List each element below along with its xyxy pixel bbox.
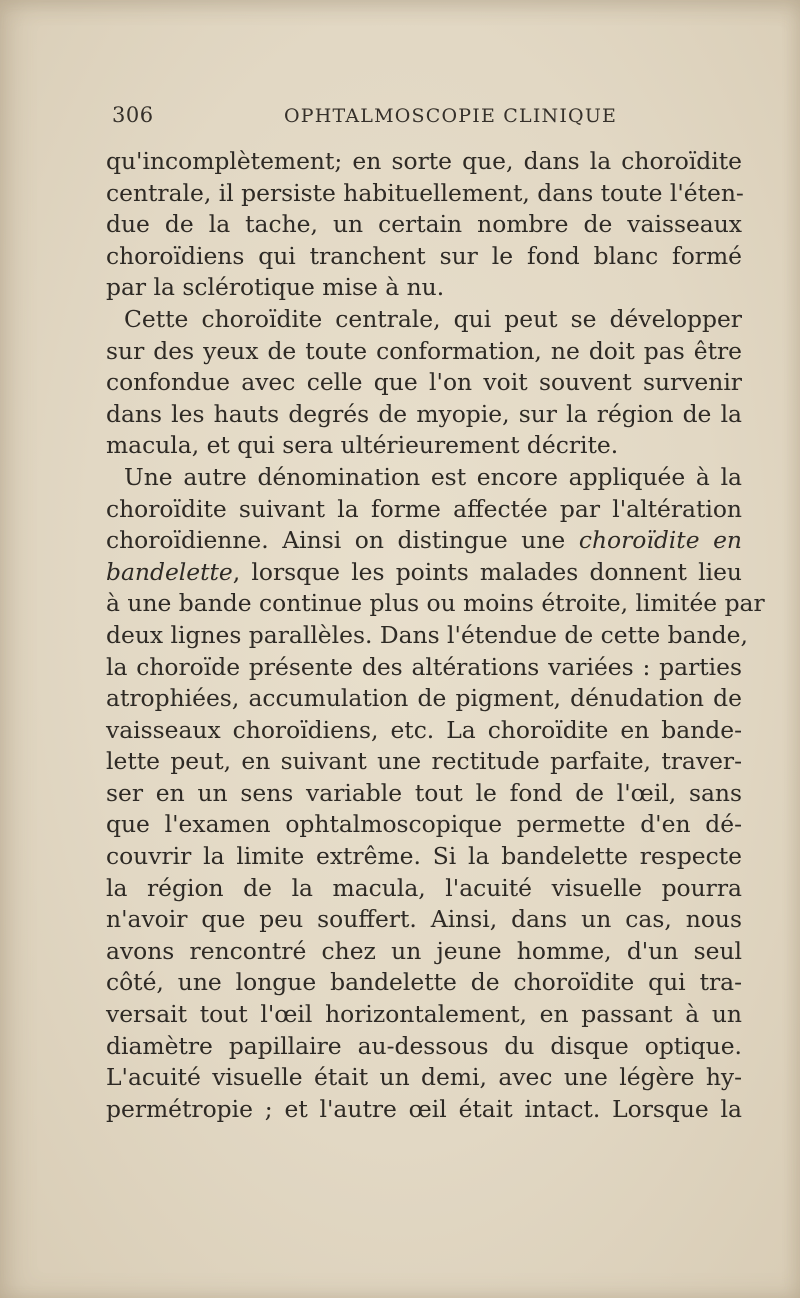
text-line: côté, une longue bandelette de choroïdite qui tra- bbox=[106, 968, 742, 997]
text-line: centrale, il persiste habituellement, dans toute l'éten- bbox=[106, 178, 744, 207]
running-title: OPHTALMOSCOPIE CLINIQUE bbox=[284, 105, 618, 127]
text-line: lette peut, en suivant une rectitude parfaite, traver- bbox=[106, 747, 742, 776]
italic-term: choroïdite en bbox=[578, 526, 743, 555]
text-line: confondue avec celle que l'on voit souvent survenir bbox=[106, 368, 742, 397]
text-line: couvrir la limite extrême. Si la bandelette respecte bbox=[106, 842, 742, 871]
text-line: Une autre dénomination est encore appliquée à la bbox=[124, 462, 742, 491]
text-line: L'acuité visuelle était un demi, avec une légère hy- bbox=[106, 1063, 742, 1092]
text-line: sur des yeux de toute conformation, ne doit pas être bbox=[106, 336, 742, 365]
text-line: choroïdiens qui tranchent sur le fond blanc formé bbox=[106, 241, 742, 270]
text-line: deux lignes parallèles. Dans l'étendue de cette bande, bbox=[106, 620, 748, 649]
text-segment: , lorsque les points malades donnent lieu bbox=[232, 557, 742, 586]
text-line: avons rencontré chez un jeune homme, d'un seul bbox=[106, 936, 742, 965]
text-line: macula, et qui sera ultérieurement décrite. bbox=[106, 431, 619, 460]
text-line: à une bande continue plus ou moins étroite, limitée par bbox=[106, 589, 765, 618]
text-line: choroïdite suivant la forme affectée par l'altération bbox=[106, 494, 742, 523]
text-line: n'avoir que peu souffert. Ainsi, dans un cas, nous bbox=[106, 905, 742, 934]
text-segment: choroïdienne. Ainsi on distingue une bbox=[106, 526, 579, 555]
text-line: diamètre papillaire au-dessous du disque optique. bbox=[106, 1031, 742, 1060]
text-line: ser en un sens variable tout le fond de l'œil, sans bbox=[106, 778, 742, 807]
text-line: atrophiées, accumulation de pigment, dénudation de bbox=[106, 684, 742, 713]
page-header bbox=[112, 103, 742, 139]
text-line: Cette choroïdite centrale, qui peut se développer bbox=[124, 304, 742, 333]
text-line: due de la tache, un certain nombre de vaisseaux bbox=[106, 210, 742, 239]
text-line: la choroïde présente des altérations variées : parties bbox=[106, 652, 742, 681]
text-line: dans les hauts degrés de myopie, sur la région de la bbox=[106, 399, 742, 428]
text-line: qu'incomplètement; en sorte que, dans la choroïdite bbox=[106, 147, 742, 175]
body-text bbox=[106, 146, 765, 1125]
italic-term: bandelette bbox=[106, 557, 233, 586]
page-number: 306 bbox=[112, 103, 154, 127]
text-line bbox=[106, 525, 742, 557]
text-line: permétropie ; et l'autre œil était intact. Lorsque la bbox=[106, 1094, 742, 1123]
text-line: vaisseaux choroïdiens, etc. La choroïdite en bande- bbox=[106, 715, 742, 744]
text-line bbox=[106, 557, 742, 589]
text-line: par la sclérotique mise à nu. bbox=[106, 273, 445, 302]
text-line: versait tout l'œil horizontalement, en passant à un bbox=[106, 1000, 742, 1029]
text-line: que l'examen ophtalmoscopique permette d'en dé- bbox=[106, 810, 742, 839]
text-line: la région de la macula, l'acuité visuelle pourra bbox=[106, 873, 742, 902]
